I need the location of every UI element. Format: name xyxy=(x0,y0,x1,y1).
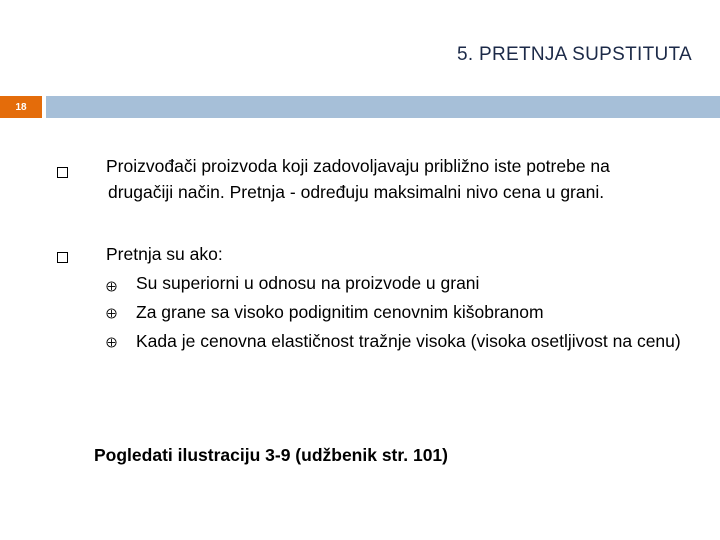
bullet-1-line-2: drugačiji način. Pretnja - određuju maksimalni nivo cena u grani. xyxy=(108,182,605,202)
hollow-square-icon xyxy=(57,167,68,178)
circled-cross-icon xyxy=(106,337,117,348)
reference-note: Pogledati ilustraciju 3-9 (udžbenik str. 101) xyxy=(94,445,448,465)
hollow-square-icon xyxy=(57,252,68,263)
circled-cross-icon xyxy=(106,281,117,292)
slide-title: 5. PRETNJA SUPSTITUTA xyxy=(456,44,692,65)
bullet-2-text: Pretnja su ako: xyxy=(106,244,223,264)
bullet-1-text xyxy=(106,153,610,205)
slide-number-badge: 18 xyxy=(0,96,42,118)
sub-item-3: Kada je cenovna elastičnost tražnje visoka (visoka osetljivost na cenu) xyxy=(136,331,681,351)
bullet-1-line-1: Proizvođači proizvoda koji zadovoljavaju približno iste potrebe na xyxy=(106,156,610,176)
title-underline-bar xyxy=(46,96,720,118)
sub-item-2: Za grane sa visoko podignitim cenovnim kišobranom xyxy=(136,302,544,322)
circled-cross-icon xyxy=(106,308,117,319)
sub-item-1: Su superiorni u odnosu na proizvode u grani xyxy=(136,273,480,293)
